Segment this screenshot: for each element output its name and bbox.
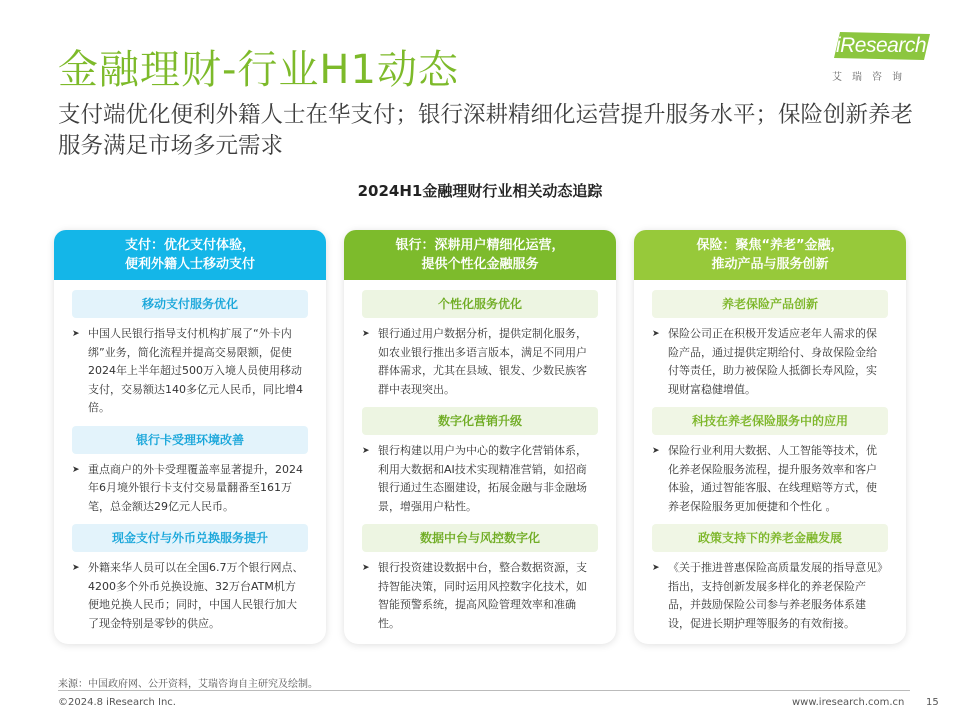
arrow-bullet-icon: ➤ — [652, 563, 660, 573]
bullet-item — [68, 454, 312, 525]
bullet-item — [358, 435, 602, 524]
bullet-item — [358, 552, 602, 641]
section-pill: 现金支付与外币兑换服务提升 — [72, 524, 308, 552]
bullet-text: 银行投资建设数据中台，整合数据资源，支持智能决策，同时运用风控数字化技术，如智能预警系统，提高风险管理效率和准确性。 — [378, 561, 587, 630]
arrow-bullet-icon: ➤ — [72, 464, 80, 475]
bullet-item — [68, 318, 312, 426]
arrow-bullet-icon: ➤ — [652, 446, 660, 456]
arrow-bullet-icon: ➤ — [362, 446, 370, 456]
section-pill: 养老保险产品创新 — [652, 290, 888, 318]
arrow-bullet-icon: ➤ — [652, 329, 660, 339]
bullet-text: 银行构建以用户为中心的数字化营销体系，利用大数据和AI技术实现精准营销，如招商银行通过生态圈建设，拓展金融与非金融场景，增强用户粘性。 — [378, 444, 587, 513]
section-pill: 个性化服务优化 — [362, 290, 598, 318]
iresearch-logo — [826, 32, 936, 86]
section-pill: 移动支付服务优化 — [72, 290, 308, 318]
card-header — [634, 230, 906, 280]
bullet-text: 外籍来华人员可以在全国6.7万个银行网点、4200多个外币兑换设施、32万台ATM机方便地兑换人民币；同时，中国人民银行加大了现金特别是零钞的供应。 — [88, 561, 304, 630]
page-title: 金融理财-行业H1动态 — [58, 47, 459, 93]
source-note: 来源：中国政府网、公开资料，艾瑞咨询自主研究及绘制。 — [58, 679, 318, 690]
bullet-item — [358, 318, 602, 407]
payment-card — [54, 230, 326, 644]
card-header-line: 银行：深耕用户精细化运营， — [395, 238, 565, 253]
bullet-item — [648, 552, 892, 641]
arrow-bullet-icon: ➤ — [362, 329, 370, 339]
section-pill: 银行卡受理环境改善 — [72, 426, 308, 454]
bullet-text: 中国人民银行指导支付机构扩展了“外卡内绑”业务，简化流程并提高交易限额，促使2024年上半年超过500万入境人员使用移动支付，交易额达140多亿元人民币，同比增4倍。 — [88, 327, 303, 414]
bullet-text: 保险行业利用大数据、人工智能等技术，优化养老保险服务流程，提升服务效率和客户体验，通过智能客服、在线理赔等方式，使养老保险服务更加便捷和个性化 。 — [668, 444, 877, 513]
section-pill: 数据中台与风控数字化 — [362, 524, 598, 552]
section-pill: 数字化营销升级 — [362, 407, 598, 435]
bullet-text: 《关于推进普惠保险高质量发展的指导意见》指出，支持创新发展多样化的养老保险产品，并鼓励保险公司参与养老服务体系建设，促进长期护理等服务的有效衔接。 — [668, 561, 883, 630]
banking-card — [344, 230, 616, 644]
arrow-bullet-icon: ➤ — [72, 329, 80, 339]
arrow-bullet-icon: ➤ — [362, 563, 370, 573]
bullet-text: 重点商户的外卡受理覆盖率显著提升，2024年6月境外银行卡支付交易量翻番至161万笔，总金额达29亿元人民币。 — [88, 462, 303, 513]
card-header — [344, 230, 616, 280]
bullet-item — [68, 552, 312, 641]
copyright: ©2024.8 iResearch Inc. — [58, 697, 176, 708]
card-header-line: 支付：优化支付体验， — [124, 238, 255, 253]
arrow-bullet-icon: ➤ — [72, 563, 80, 573]
page-subtitle: 支付端优化便利外籍人士在华支付；银行深耕精细化运营提升服务水平；保险创新养老服务满足市场多元需求 — [58, 102, 914, 159]
bullet-text: 银行通过用户数据分析，提供定制化服务，如农业银行推出多语言版本，满足不同用户群体需求，尤其在县域、银发、少数民族客群中表现突出。 — [378, 327, 587, 396]
card-header-line: 保险：聚焦“养老”金融， — [696, 238, 844, 253]
section-pill: 政策支持下的养老金融发展 — [652, 524, 888, 552]
card-header-line: 提供个性化金融服务 — [421, 257, 539, 272]
bullet-item — [648, 318, 892, 407]
section-title: 2024H1金融理财行业相关动态追踪 — [357, 182, 603, 200]
logo-subtext: 艾瑞咨询 — [832, 72, 912, 83]
website-url: www.iresearch.com.cn — [792, 697, 905, 708]
bullet-item — [648, 435, 892, 524]
insurance-card — [634, 230, 906, 644]
logo-text: iResearch — [835, 34, 927, 57]
bullet-text: 保险公司正在积极开发适应老年人需求的保险产品，通过提供定期给付、身故保险金给付等责任，助力被保险人抵御长寿风险，实现财富稳健增值。 — [668, 327, 877, 396]
card-header-line: 便利外籍人士移动支付 — [124, 257, 255, 272]
section-pill: 科技在养老保险服务中的应用 — [652, 407, 888, 435]
footer-divider — [58, 690, 910, 691]
card-header — [54, 230, 326, 280]
card-header-line: 推动产品与服务创新 — [711, 257, 829, 272]
page-number: 15 — [926, 697, 939, 708]
